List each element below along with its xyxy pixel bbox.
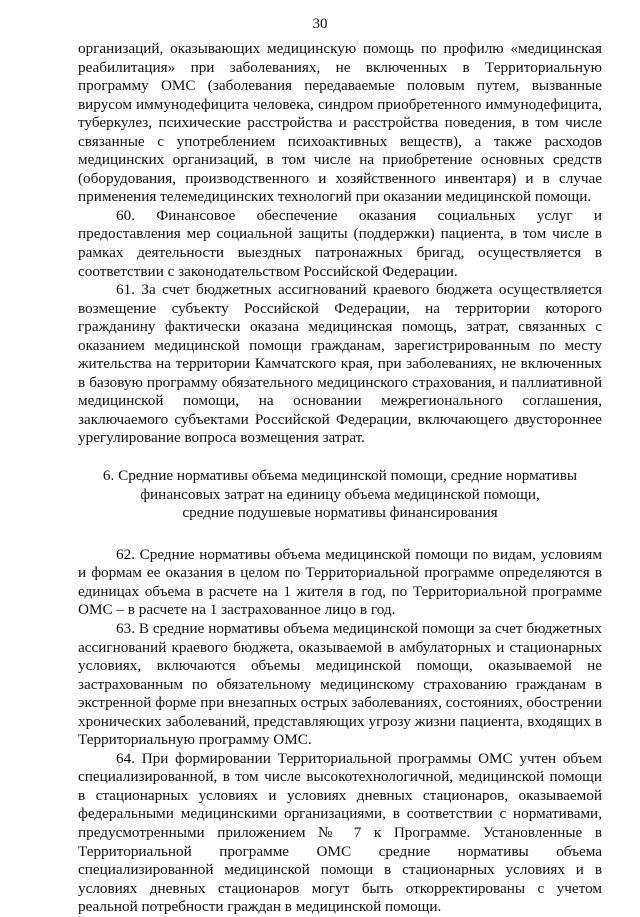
paragraph-p61: 61. За счет бюджетных ассигнований краевого бюджета осуществляется возмещение субъекту Российской Федерации, на территории которого гражданину фактически оказана медицинская помощь, затрат, связанных с оказанием медицинской помощи гражданам, зарегистрированным по месту жительства на территории Камчатского края, при заболеваниях, не включенных в базовую программу обязательного медицинского страхования, и паллиативной медицинской помощи, на основании межрегионального соглашения, заключаемого субъектами Российской Федерации, включающего двустороннее урегулирование вопроса возмещения затрат.: [78, 281, 602, 447]
paragraphs-before-heading: [78, 40, 602, 448]
paragraph-p60: 60. Финансовое обеспечение оказания социальных услуг и предоставления мер социальной защиты (поддержки) пациента, в том числе в рамках деятельности выездных патронажных бригад, осуществляется в соответствии с законодательством Российской Федерации.: [78, 206, 602, 280]
paragraph-p63: 63. В средние нормативы объема медицинской помощи за счет бюджетных ассигнований краевого бюджета, оказываемой в амбулаторных и стационарных условиях, включаются объемы медицинской помощи, оказываемой не застрахованным по обязательному медицинскому страхованию гражданам в экстренной форме при внезапных острых заболеваниях, состояниях, обострении хронических заболеваний, представляющих угрозу жизни пациента, входящих в Территориальную программу ОМС.: [78, 620, 602, 749]
document-body: [78, 40, 602, 917]
paragraph-p62: 62. Средние нормативы объема медицинской помощи по видам, условиям и формам ее оказания в целом по Территориальной программе определяются в единицах объема в расчете на 1 жителя в год, по Территориальной программе ОМС – в расчете на 1 застрахованное лицо в год.: [78, 545, 602, 619]
section-heading-line-2: финансовых затрат на единицу объема медицинской помощи,: [140, 485, 540, 503]
section-heading-line-1: 6. Средние нормативы объема медицинской помощи, средние нормативы: [102, 467, 578, 485]
paragraph-p59-cont: организаций, оказывающих медицинскую помощь по профилю «медицинская реабилитация» при заболеваниях, не включенных в Территориальную программу ОМС (заболевания передаваемые половым путем, вызванные вирусом иммунодефицита человека, синдром приобретенного иммунодефицита, туберкулез, психические расстройства и расстройства поведения, в том числе связанные с употреблением психоактивных веществ), а также расходов медицинских организаций, в том числе на приобретение основных средств (оборудования, производственного и хозяйственного инвентаря) и в случае применения телемедицинских технологий при оказании медицинской помощи.: [78, 40, 602, 206]
section-heading-line-3: средние подушевые нормативы финансирования: [182, 504, 498, 522]
section-heading: [78, 467, 602, 523]
paragraphs-after-heading: [78, 546, 602, 917]
page-number: 30: [312, 16, 328, 32]
paragraph-p64: 64. При формировании Территориальной программы ОМС учтен объем специализированной, в том числе высокотехнологичной, медицинской помощи в стационарных условиях и условиях дневных стационаров, оказываемой федеральными медицинскими организациями, в соответствии с нормативами, предусмотренными приложением № 7 к Программе. Установленные в Территориальной программе ОМС средние нормативы объема специализированной медицинской помощи в стационарных условиях и в условиях дневных стационаров могут быть откорректированы с учетом реальной потребности граждан в медицинской помощи.: [78, 749, 602, 916]
